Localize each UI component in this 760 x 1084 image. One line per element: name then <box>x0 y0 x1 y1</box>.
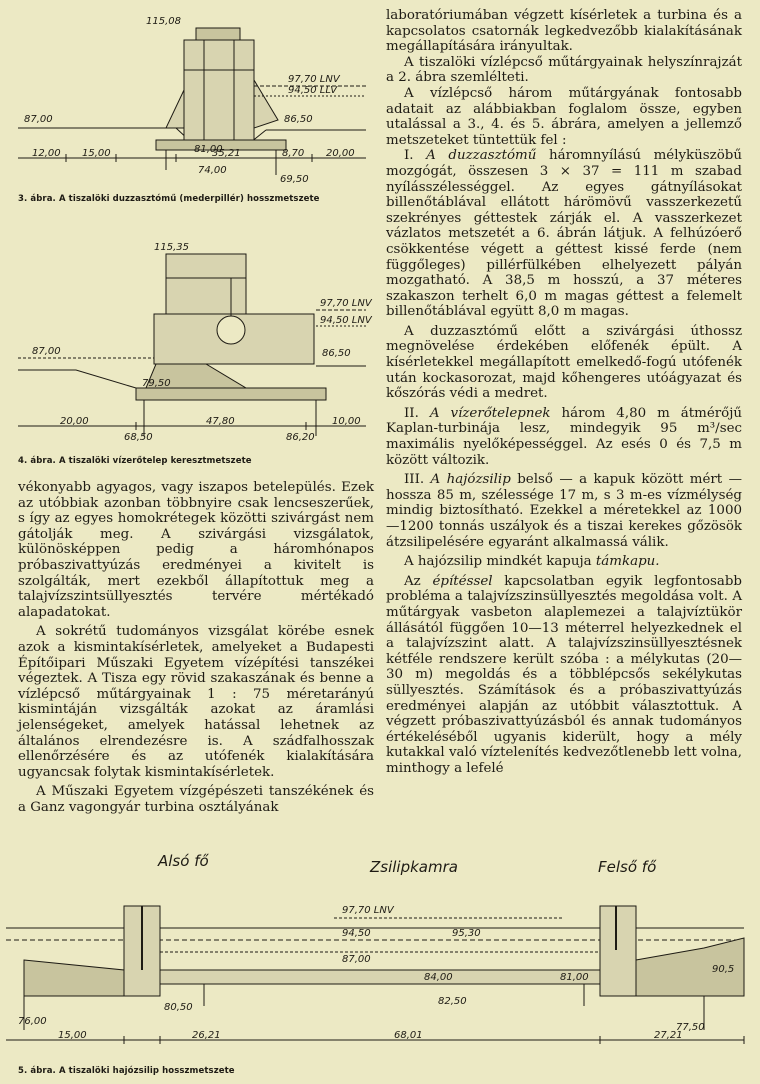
figure-5-diagram <box>4 880 756 1056</box>
fig4-level-86b: 86,20 <box>286 432 315 443</box>
fig4-dim-2: 47,80 <box>206 416 235 427</box>
fig3-dim-2: 15,00 <box>82 148 111 159</box>
right-paragraph-2: A tiszalöki vízlépcső műtárgyainak helyszínrajzát a 2. ábra szemlélteti. <box>386 54 742 86</box>
section-number: I. <box>404 148 414 164</box>
figure-5-caption: 5. ábra. A tiszalöki hajózsilip hosszmetszete <box>18 1066 235 1076</box>
fig4-level-lnv2: 94,50 LNV <box>320 315 372 326</box>
right-paragraph-6 <box>386 406 742 468</box>
left-text-column <box>18 480 374 815</box>
right-paragraph-7 <box>386 472 742 550</box>
fig5-level-82: 82,50 <box>438 996 467 1007</box>
fig5-level-87: 87,00 <box>342 954 371 965</box>
right-paragraph-9 <box>386 574 742 777</box>
fig5-level-80: 80,50 <box>164 1002 193 1013</box>
fig5-header-center: Zsilipkamra <box>370 858 458 876</box>
fig4-level-top: 115,35 <box>154 242 189 253</box>
right-paragraph-4 <box>386 148 742 320</box>
right-paragraph-8 <box>386 554 742 570</box>
fig4-dim-1: 20,00 <box>60 416 89 427</box>
paragraph-emphasis: építéssel <box>432 573 493 589</box>
paragraph-emphasis: támkapu. <box>595 554 660 570</box>
fig5-dim-1: 15,00 <box>58 1030 87 1041</box>
left-paragraph-3: A Műszaki Egyetem vízgépészeti tanszékének és a Ganz vagongyár turbina osztályának <box>18 784 374 815</box>
fig4-level-86: 86,50 <box>322 348 351 359</box>
fig5-dim-2: 26,21 <box>192 1030 221 1041</box>
fig5-header-right: Felső fő <box>598 858 657 876</box>
fig5-level-84: 84,00 <box>424 972 453 983</box>
fig3-dim-4: 8,70 <box>282 148 305 159</box>
fig5-level-90: 90,5 <box>712 964 735 975</box>
fig4-level-87: 87,00 <box>32 346 61 357</box>
right-paragraph-1: laboratóriumában végzett kísérletek a turbina és a kapcsolatos csatornák legkedvezőbb kialakításának megállapítására irányultak. <box>386 8 742 55</box>
fig3-level-top: 115,08 <box>146 16 181 27</box>
paragraph-text: A hajózsilip mindkét kapuja <box>404 554 592 570</box>
fig5-level-76: 76,00 <box>18 1016 47 1027</box>
fig5-header-left: Alsó fő <box>158 852 209 870</box>
fig5-level-77: 77,50 <box>676 1022 705 1033</box>
fig3-level-llv: 94,50 LLV <box>288 85 338 96</box>
fig3-level-lnv: 97,70 LNV <box>288 74 340 85</box>
section-title: A hajózsilip <box>430 472 511 488</box>
fig5-dim-4: 27,21 <box>654 1030 683 1041</box>
fig4-dim-3: 10,00 <box>332 416 361 427</box>
figure-3-diagram <box>16 10 374 190</box>
section-title: A vízerőtelepnek <box>429 405 551 421</box>
section-body: belső — a kapuk között mért — hossza 85 m, szélessége 17 m, s 3 m-es vízmélység mindig biztosítható. Ezekkel a méretekkel az 1000—1200 tonnás uszályok és a tiszai kerekes gőzösök átzsilipelésére egyaránt alkalmassá válik. <box>386 472 742 550</box>
fig5-level-94: 94,50 <box>342 928 371 939</box>
section-number: II. <box>404 405 419 421</box>
paragraph-text: kapcsolatban egyik legfontosabb probléma a talajvízszinsüllyesztés megoldása volt. A műtárgyak vasbeton alaplemezei a talajvíztükör állásától függően 10—13 méterrel helyezkednek el a talajvízszint alatt. A talajvízszinsüllyesztésnek kétféle rendszere került szóba : a mélykutas (20—30 m) megoldás és a többlépcsős sekélykutas süllyesztés. Számítások és a próbaszivattyúzás eredményei alapján az utóbbit választottuk. A végzett próbaszivattyúzásból és annak tudományos értékeléséből ugyanis kiderült, hogy a mély kutakkal való víztelenítés kedvezőtlenebb lett volna, minthogy a lefelé <box>386 573 743 776</box>
fig5-dim-3: 68,01 <box>394 1030 423 1041</box>
section-body: három 4,80 m átmérőjű Kaplan-turbinája lesz, mindegyik 95 m³/sec maximális nyelőképességgel. Az esés 0 és 7,5 m között változik. <box>386 405 743 468</box>
fig5-level-81: 81,00 <box>560 972 589 983</box>
right-paragraph-5: A duzzasztómű előtt a szivárgási úthossz megnövelése érdekében előfenék épült. A kísérletekkel megállapított emelkedő-fogú utófenék után kockasorozat, majd kőhengeres utóágyazat és kőszórás védi a medret. <box>386 323 742 402</box>
fig5-level-95: 95,30 <box>452 928 481 939</box>
fig3-dim-1: 12,00 <box>32 148 61 159</box>
fig3-level-86: 86,50 <box>284 114 313 125</box>
figure-4-caption: 4. ábra. A tiszalöki vízerőtelep keresztmetszete <box>18 456 252 466</box>
fig4-level-lnv: 97,70 LNV <box>320 298 372 309</box>
fig3-dim-5: 20,00 <box>326 148 355 159</box>
fig3-level-81: 81,00 <box>194 144 223 155</box>
paragraph-text: Az <box>404 573 421 589</box>
left-paragraph-2: A sokrétű tudományos vizsgálat körébe esnek azok a kismintakísérletek, amelyeket a Budapesti Építőipari Műszaki Egyetem vízépítési tanszékei végeztek. A Tisza egy rövid szakaszának és benne a vízlépcső műtárgyainak 1 : 75 méretarányú kismintáján vizsgálták azokat az áramlási jelenségeket, amelyek hatással lehetnek az általános elrendezésre is. A szádfalhosszak ellenőrzésére és az utófenék kialakítására ugyancsak folytak kismintakísérletek. <box>18 624 374 780</box>
section-number: III. <box>404 472 425 488</box>
fig3-dim-3: 35,21 <box>212 148 241 159</box>
figure-3-caption: 3. ábra. A tiszalöki duzzasztómű (mederpillér) hosszmetszete <box>18 194 320 204</box>
fig3-level-74: 74,00 <box>198 165 227 176</box>
left-paragraph-1: vékonyabb agyagos, vagy iszapos betelepülés. Ezek az utóbbiak azonban többnyire csak lencseszerűek, s így az egyes homokrétegek közötti szivárgást nem gátolják meg. A szivárgási vizsgálatok, különösképpen pedig a háromhónapos próbaszivattyúzás eredményei a kivitelt is szolgálták, mert ezekből állapítottuk meg a talajvízszintsüllyesztés tervére mértékadó alapadatokat. <box>18 480 374 620</box>
right-paragraph-3: A vízlépcső három műtárgyának fontosabb adatait az alábbiakban foglalom össze, egyben utalással a 3., 4. és 5. ábrára, amelyen a jellemző metszeteket tüntettük fel : <box>386 85 742 148</box>
fig4-level-68: 68,50 <box>124 432 153 443</box>
section-body: háromnyílású mélyküszöbű mozgógát, összesen 3 × 37 = 111 m szabad nyílásszélességgel. Az egyes gátnyílásokat billenőtáblával ellátott hárömövű vasszerkezetű szekrényes géttestek zárják el. A vasszerkezet vázlatos metszetét a 6. ábrán látjuk. A felhúzóerő csökkentése végett a géttest kissé ferde (nem függőleges) pillérfülkében elhelyezett pályán mozgatható. A 38,5 m hosszú, a 37 méteres szakaszon terhelt 6,0 m magas géttest a felemelt billenőtáblával együtt 8,0 m magas. <box>386 148 742 320</box>
fig5-level-lnv: 97,70 LNV <box>342 905 394 916</box>
figure-4-diagram <box>16 238 374 446</box>
section-title: A duzzasztómű <box>426 148 537 164</box>
right-text-column <box>386 8 742 777</box>
fig3-level-69: 69,50 <box>280 174 309 185</box>
fig4-level-79: 79,50 <box>142 378 171 389</box>
fig3-level-87: 87,00 <box>24 114 53 125</box>
